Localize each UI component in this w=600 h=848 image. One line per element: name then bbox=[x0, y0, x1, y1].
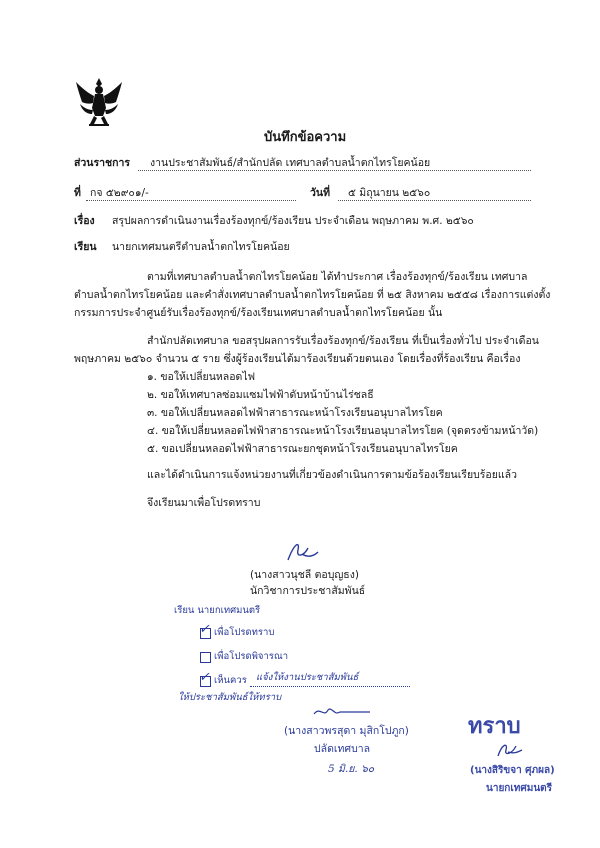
to-value: นายกเทศมนตรีตำบลน้ำตกไทรโยคน้อย bbox=[112, 241, 290, 253]
date-value: ๕ มิถุนายน ๒๕๖๐ bbox=[348, 187, 431, 199]
option-3-handwriting: แจ้งให้งานประชาสัมพันธ์ bbox=[256, 672, 359, 683]
signature-3-position: นายกเทศมนตรี bbox=[486, 783, 553, 794]
closing-text: จึงเรียนมาเพื่อโปรดทราบ bbox=[147, 497, 261, 509]
garuda-emblem-icon bbox=[74, 76, 124, 128]
note-handwriting: ให้ประชาสัมพันธ์ให้ทราบ bbox=[178, 692, 282, 703]
ref-line bbox=[86, 200, 296, 201]
paragraph-1-line-2: ตำบลน้ำตกไทรโยคน้อย และคำสั่งเทศบาลตำบลน้ำตกไทรโยคน้อย ที่ ๒๕ สิงหาคม ๒๕๕๘ เรื่องการแต่งตั้ง bbox=[74, 289, 551, 301]
signature-2-name: (นางสาวพรสุดา มุสิกโปภูก) bbox=[284, 725, 409, 737]
paragraph-3: และได้ดำเนินการแจ้งหน่วยงานที่เกี่ยวข้องดำเนินการตามข้อร้องเรียนเรียบร้อยแล้ว bbox=[147, 469, 517, 481]
signature-2-position: ปลัดเทศบาล bbox=[314, 743, 371, 755]
signature-scribble-3 bbox=[494, 738, 524, 760]
checkbox-2 bbox=[200, 652, 211, 663]
option-3-line bbox=[250, 686, 410, 687]
option-1-label: เพื่อโปรดทราบ bbox=[214, 627, 275, 638]
signature-scribble-2 bbox=[312, 704, 372, 720]
option-3-prefix: เห็นควร bbox=[214, 675, 247, 686]
paragraph-1-line-3: กรรมการประจำศูนย์รับเรื่องร้องทุกข์/ร้องเรียนเทศบาลตำบลน้ำตกไทรโยคน้อย นั้น bbox=[74, 307, 443, 319]
signature-scribble-1 bbox=[284, 538, 320, 564]
checkmark-icon: ✓ bbox=[199, 622, 210, 637]
annotation-to-mayor: เรียน นายกเทศมนตรี bbox=[174, 605, 261, 616]
option-2-label: เพื่อโปรดพิจารณา bbox=[214, 651, 289, 662]
department-label: ส่วนราชการ bbox=[74, 157, 131, 169]
signature-2-date: 5 มิ.ย. ๖๐ bbox=[328, 763, 375, 775]
paragraph-2-line-1: สำนักปลัดเทศบาล ขอสรุปผลการรับเรื่องร้องทุกข์/ร้องเรียน ที่เป็นเรื่องทั่วไป ประจำเดือน bbox=[147, 335, 539, 347]
list-item: ๔. ขอให้เปลี่ยนหลอดไฟฟ้าสาธารณะหน้าโรงเรียนอนุบาลไทรโยค (จุดตรงข้ามหน้าวัด) bbox=[147, 425, 539, 437]
signature-1-position: นักวิชาการประชาสัมพันธ์ bbox=[250, 585, 366, 597]
paragraph-2-line-2: พฤษภาคม ๒๕๖๐ จำนวน ๕ ราย ซึ่งผู้ร้องเรียนได้มาร้องเรียนด้วยตนเอง โดยเรื่องที่ร้องเรียน คือเรื่อง bbox=[74, 353, 521, 365]
department-line bbox=[138, 170, 531, 171]
date-line bbox=[338, 200, 531, 201]
date-label: วันที่ bbox=[310, 187, 330, 199]
checkmark-icon: ✓ bbox=[199, 670, 210, 685]
list-item: ๑. ขอให้เปลี่ยนหลอดไฟ bbox=[147, 371, 256, 383]
list-item: ๕. ขอเปลี่ยนหลอดไฟฟ้าสาธารณะยกชุดหน้าโรงเรียนอนุบาลไทรโยค bbox=[147, 443, 458, 455]
paragraph-1-line-1: ตามที่เทศบาลตำบลน้ำตกไทรโยคน้อย ได้ทำประกาศ เรื่องร้องทุกข์/ร้องเรียน เทศบาล bbox=[147, 271, 528, 283]
ref-value: กจ ๕๒๙๐๑/- bbox=[90, 187, 149, 199]
subject-label: เรื่อง bbox=[74, 215, 95, 227]
list-item: ๓. ขอให้เปลี่ยนหลอดไฟฟ้าสาธารณะหน้าโรงเรียนอนุบาลไทรโยค bbox=[147, 407, 443, 419]
signature-1-name: (นางสาวนุชลี ตอบุญธง) bbox=[250, 569, 359, 581]
subject-value: สรุปผลการดำเนินงานเรื่องร้องทุกข์/ร้องเรียน ประจำเดือน พฤษภาคม พ.ศ. ๒๕๖๐ bbox=[112, 215, 474, 227]
signature-3-name: (นางสิริขจา ศุภผล) bbox=[470, 765, 555, 776]
list-item: ๒. ขอให้เทศบาลซ่อมแซมไฟฟ้าดับหน้าบ้านไร่ชลธี bbox=[147, 389, 374, 401]
ref-label: ที่ bbox=[74, 187, 81, 199]
page-title: บันทึกข้อความ bbox=[264, 130, 347, 145]
department-value: งานประชาสัมพันธ์/สำนักปลัด เทศบาลตำบลน้ำตกไทรโยคน้อย bbox=[150, 157, 431, 169]
to-label: เรียน bbox=[74, 241, 97, 253]
acknowledged-stamp: ทราบ bbox=[468, 714, 521, 739]
